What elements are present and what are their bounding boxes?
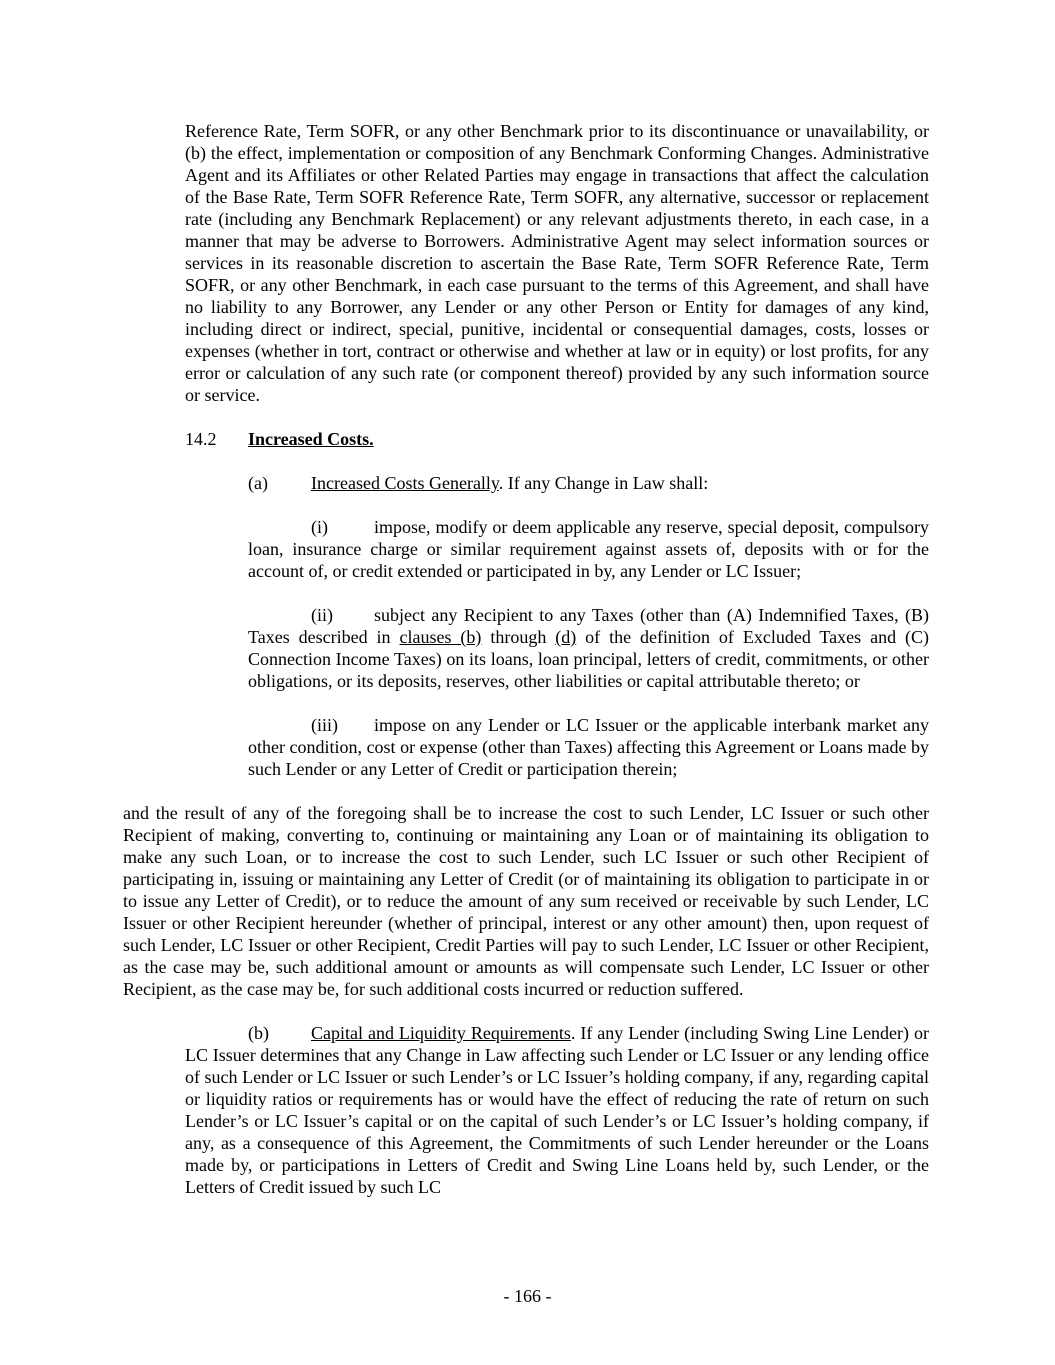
text-run: . If any Lender (including Swing Line Lender) or LC Issuer determines that any Change in Law affecting such Lender or LC Issuer or any lending office of such Lender or LC Issuer or such Lender’s or LC Issuer’s holding company, if any, regarding capital or liquidity ratios or requirements has or would have the effect of reducing the rate of return on such Lender’s or LC Issuer’s capital or on the capital of such Lender’s or LC Issuer’s holding company, if any, as a consequence of this Agreement, the Commitments of such Lender hereunder or the Loans made by, or participations in Letters of Credit and Swing Line Loans held by, such Lender, or the Letters of Credit issued by such LC: [185, 1023, 929, 1197]
text-run: clauses (b): [399, 627, 482, 647]
clause-iii-paragraph: [248, 714, 929, 780]
clause-label: (ii): [311, 605, 333, 625]
body-paragraph: [123, 802, 929, 1000]
clause-i-paragraph: [248, 516, 929, 582]
text-run: impose, modify or deem applicable any reserve, special deposit, compulsory loan, insurance charge or similar requirement against assets of, deposits with or for the account of, or credit extended or participated in by, any Lender or LC Issuer;: [248, 517, 929, 581]
text-run: Reference Rate, Term SOFR, or any other Benchmark prior to its discontinuance or unavailability, or (b) the effect, implementation or composition of any Benchmark Conforming Changes. Administrative Agent and its Affiliates or other Related Parties may engage in transactions that affect the calculation of the Base Rate, Term SOFR Reference Rate, Term SOFR, any alternative, successor or replacement rate (including any Benchmark Replacement) or any relevant adjustments thereto, in each case, in a manner that may be adverse to Borrowers. Administrative Agent may select information sources or services in its reasonable discretion to ascertain the Base Rate, Term SOFR Reference Rate, Term SOFR, or any other Benchmark, in each case pursuant to the terms of this Agreement, and shall have no liability to any Borrower, any Lender or any other Person or Entity for damages of any kind, including direct or indirect, special, punitive, incidental or consequential damages, costs, losses or expenses (whether in tort, contract or otherwise and whether at law or in equity) or lost profits, for any error or calculation of any such rate (or component thereof) provided by any such information source or service.: [185, 121, 929, 405]
clause-label: (b): [248, 1023, 269, 1043]
text-run: impose on any Lender or LC Issuer or the applicable interbank market any other condition, cost or expense (other than Taxes) affecting this Agreement or Loans made by such Lender or any Letter of Credit or participation therein;: [248, 715, 929, 779]
page-number: - 166 -: [503, 1286, 552, 1306]
clause-label: (iii): [311, 715, 338, 735]
text-run: (d): [555, 627, 577, 647]
body-paragraph: [185, 120, 929, 406]
text-run: subject any Recipient to any Taxes (other than (A) Indemnified Taxes, (B) Taxes described in: [248, 605, 929, 647]
clause-label: (a): [248, 473, 268, 493]
text-run: Increased Costs.: [248, 429, 374, 449]
text-run: through: [481, 627, 556, 647]
clause-label: (i): [311, 517, 328, 537]
section-number: 14.2: [185, 429, 217, 449]
clause-ii-paragraph: [248, 604, 929, 692]
text-run: and the result of any of the foregoing shall be to increase the cost to such Lender, LC Issuer or such other Recipient of making, converting to, continuing or maintaining any Loan or of maintaining its obligation to make any such Loan, or to increase the cost to such Lender, such LC Issuer or such other Recipient of participating in, issuing or maintaining any Letter of Credit (or of maintaining its obligation to participate in or to issue any Letter of Credit), or to reduce the amount of any sum received or receivable by such Lender, LC Issuer or other Recipient hereunder (whether of principal, interest or any other amount) then, upon request of such Lender, LC Issuer or other Recipient, Credit Parties will pay to such Lender, LC Issuer or other Recipient, as the case may be, such additional amount or amounts as will compensate such Lender, LC Issuer or other Recipient, as the case may be, for such additional costs incurred or reduction suffered.: [123, 803, 929, 999]
text-run: Capital and Liquidity Requirements: [311, 1023, 571, 1043]
text-run: of the definition of Excluded Taxes and (C) Connection Income Taxes) on its loans, loan principal, letters of credit, commitments, or other obligations, or its deposits, reserves, other liabilities or capital attributable thereto; or: [248, 627, 929, 691]
section-heading: [185, 428, 929, 450]
clause-a-paragraph: [185, 472, 929, 494]
document-body: [123, 120, 929, 1198]
text-run: . If any Change in Law shall:: [498, 473, 709, 493]
text-run: Increased Costs Generally: [311, 473, 499, 493]
clause-b-paragraph: [185, 1022, 929, 1198]
